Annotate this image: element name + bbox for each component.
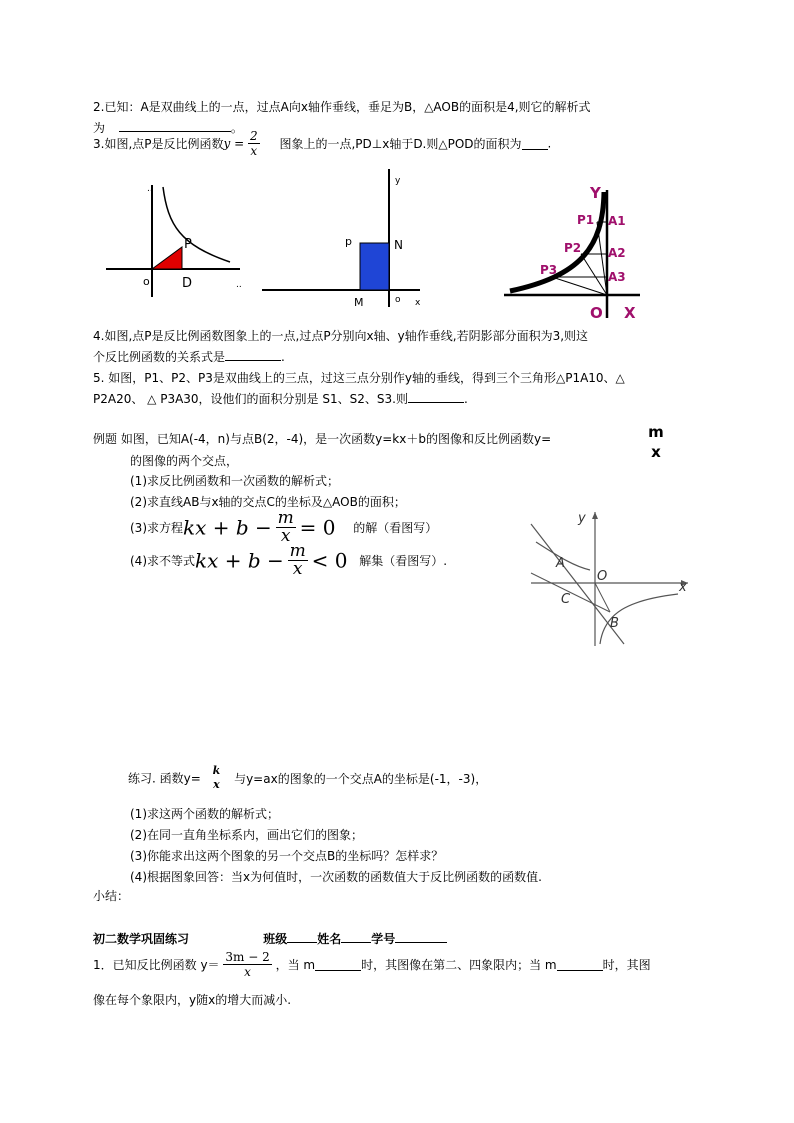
label-p1: P1 xyxy=(577,213,595,227)
q3-prefix: 3.如图,点P是反比例函数 xyxy=(93,137,224,151)
label-x: x xyxy=(415,298,421,308)
cq1-fraction xyxy=(223,950,271,979)
label-p: P xyxy=(184,237,192,252)
q3-fraction xyxy=(248,129,260,158)
practice-item4: (4)根据图象回答：当x为何值时，一次函数的函数值大于反比例函数的函数值. xyxy=(130,870,542,884)
cq1-prefix: 1．已知反比例函数 y＝ xyxy=(93,958,220,972)
label-x: X xyxy=(624,304,636,318)
id-label: 学号 xyxy=(371,932,396,946)
label-p2: P2 xyxy=(564,241,582,255)
label-y: .. xyxy=(147,184,153,194)
figure-rectangle-axes xyxy=(258,165,438,310)
item4-den: x xyxy=(292,559,303,579)
example-line1: 例题 如图，已知A(-4，n)与点B(2，-4)，是一次函数y=kx＋b的图像和反比例函数y= xyxy=(93,432,552,446)
practice-frac-den: x xyxy=(213,778,220,791)
id-blank xyxy=(395,930,447,943)
figure-line-hyperbola xyxy=(528,508,693,648)
label-x: .. xyxy=(236,280,242,290)
answer-blank xyxy=(408,390,464,403)
item3-den: x xyxy=(280,526,291,546)
label-p3: P3 xyxy=(540,263,558,277)
item4-prefix: (4)求不等式 xyxy=(130,554,195,568)
q5-line1: 5. 如图，P1、P2、P3是双曲线上的三点，过这三点分别作y轴的垂线，得到三个三角形△P1A10、△ xyxy=(93,371,625,385)
cq1-line1 xyxy=(93,950,651,988)
item3-suffix: 的解（看图写） xyxy=(353,521,438,535)
label-x: x xyxy=(679,580,687,595)
q3-frac-den: x xyxy=(250,144,258,158)
label-a2: A2 xyxy=(608,246,626,260)
item3-eq: kx + b − xyxy=(183,515,272,540)
answer-blank xyxy=(315,958,361,971)
cq1-frac-num: 3m − 2 xyxy=(225,950,270,964)
label-d: D xyxy=(182,276,193,291)
label-n: N xyxy=(394,238,403,252)
shaded-rectangle xyxy=(360,243,389,290)
example-item2: (2)求直线AB与x轴的交点C的坐标及△AOB的面积； xyxy=(130,495,406,509)
example-item3 xyxy=(130,508,438,546)
q4-line1: 4.如图,点P是反比例函数图象上的一点,过点P分别向x轴、y轴作垂线,若阴影部分面积为3,则这 xyxy=(93,329,589,343)
example-line2: 的图像的两个交点， xyxy=(130,454,239,468)
label-o: o xyxy=(143,275,150,288)
name-label: 姓名 xyxy=(317,932,342,946)
q5-end: . xyxy=(463,392,468,406)
label-y: y xyxy=(395,176,401,186)
practice-frac-num: k xyxy=(212,764,221,777)
practice-fraction xyxy=(211,764,223,792)
label-a1: A1 xyxy=(608,214,626,228)
practice-item3: (3)你能求出这两个图象的另一个交点B的坐标吗？怎样求？ xyxy=(130,849,444,863)
label-o: o xyxy=(395,295,401,305)
figure-three-triangles xyxy=(500,178,650,318)
practice-line xyxy=(128,764,487,800)
q3-suffix: 图象上的一点,PD⊥x轴于D.则△POD的面积为 xyxy=(279,137,522,151)
answer-blank xyxy=(225,348,281,361)
example-fraction xyxy=(648,422,664,462)
cq1-frac-den: x xyxy=(244,965,251,979)
summary-label: 小结： xyxy=(93,889,130,903)
q4-end: . xyxy=(281,350,285,364)
label-b: B xyxy=(610,616,619,631)
q4-text: 个反比例函数的关系式是 xyxy=(93,350,226,364)
practice-item2: (2)在同一直角坐标系内，画出它们的图象； xyxy=(130,828,363,842)
q3-line xyxy=(93,129,551,165)
example-item1: (1)求反比例函数和一次函数的解析式； xyxy=(130,474,339,488)
example-item4 xyxy=(130,543,447,583)
answer-blank xyxy=(522,137,548,150)
q2-prefix: 为 xyxy=(93,121,106,135)
q5-text: P2A20、 △ P3A30，设他们的面积分别是 S1、S2、S3.则 xyxy=(93,392,408,406)
class-label: 班级 xyxy=(263,932,288,946)
q3-end: . xyxy=(547,136,552,151)
label-y: Y xyxy=(590,184,601,202)
item3-prefix: (3)求方程 xyxy=(130,521,183,535)
item4-rel: < 0 xyxy=(311,548,348,573)
cq1-mid3: 时，其图 xyxy=(602,958,651,972)
q3-frac-num: 2 xyxy=(250,129,258,143)
answer-blank xyxy=(557,958,603,971)
cq1-line2: 像在每个象限内，y随x的增大而减小. xyxy=(93,993,292,1007)
label-c: C xyxy=(561,592,571,607)
cq1-mid1: ，当 m xyxy=(275,958,316,972)
item4-num: m xyxy=(289,541,306,561)
q4-line2 xyxy=(93,348,285,365)
label-p: p xyxy=(345,235,352,248)
label-y: y xyxy=(578,511,586,526)
item4-eq: kx + b − xyxy=(195,548,284,573)
item3-fraction xyxy=(276,510,296,545)
q2-suffix: 。 xyxy=(230,121,243,135)
practice-prefix: 练习. 函数y= xyxy=(128,771,201,786)
practice-suffix: 与y=ax的图象的一个交点A的坐标是(-1，-3)， xyxy=(234,771,488,786)
label-o: O xyxy=(597,569,608,584)
worksheet-header xyxy=(93,930,447,947)
q2-line1: 2.已知：A是双曲线上的一点，过点A向x轴作垂线，垂足为B，△AOB的面积是4,则它的解析式 xyxy=(93,100,591,114)
worksheet-title: 初二数学巩固练习 xyxy=(93,932,190,946)
name-blank xyxy=(341,930,371,943)
item4-suffix: 解集（看图写）. xyxy=(359,554,448,568)
q5-line2 xyxy=(93,390,468,407)
example-frac-num: m xyxy=(648,423,664,441)
label-m: M xyxy=(354,296,364,309)
item3-rel: = 0 xyxy=(299,515,336,540)
cq1-mid2: 时，其图像在第二、四象限内；当 m xyxy=(361,958,557,972)
class-blank xyxy=(287,930,317,943)
label-a: A xyxy=(556,556,565,571)
example-frac-den: x xyxy=(651,443,661,461)
figure-hyperbola-triangle xyxy=(100,175,250,300)
item3-num: m xyxy=(277,508,294,528)
q3-yeq: y = xyxy=(223,136,245,151)
label-o: O xyxy=(590,304,603,318)
label-a3: A3 xyxy=(608,270,626,284)
shaded-triangle xyxy=(152,247,182,269)
item4-fraction xyxy=(288,543,308,578)
practice-item1: (1)求这两个函数的解析式； xyxy=(130,807,279,821)
